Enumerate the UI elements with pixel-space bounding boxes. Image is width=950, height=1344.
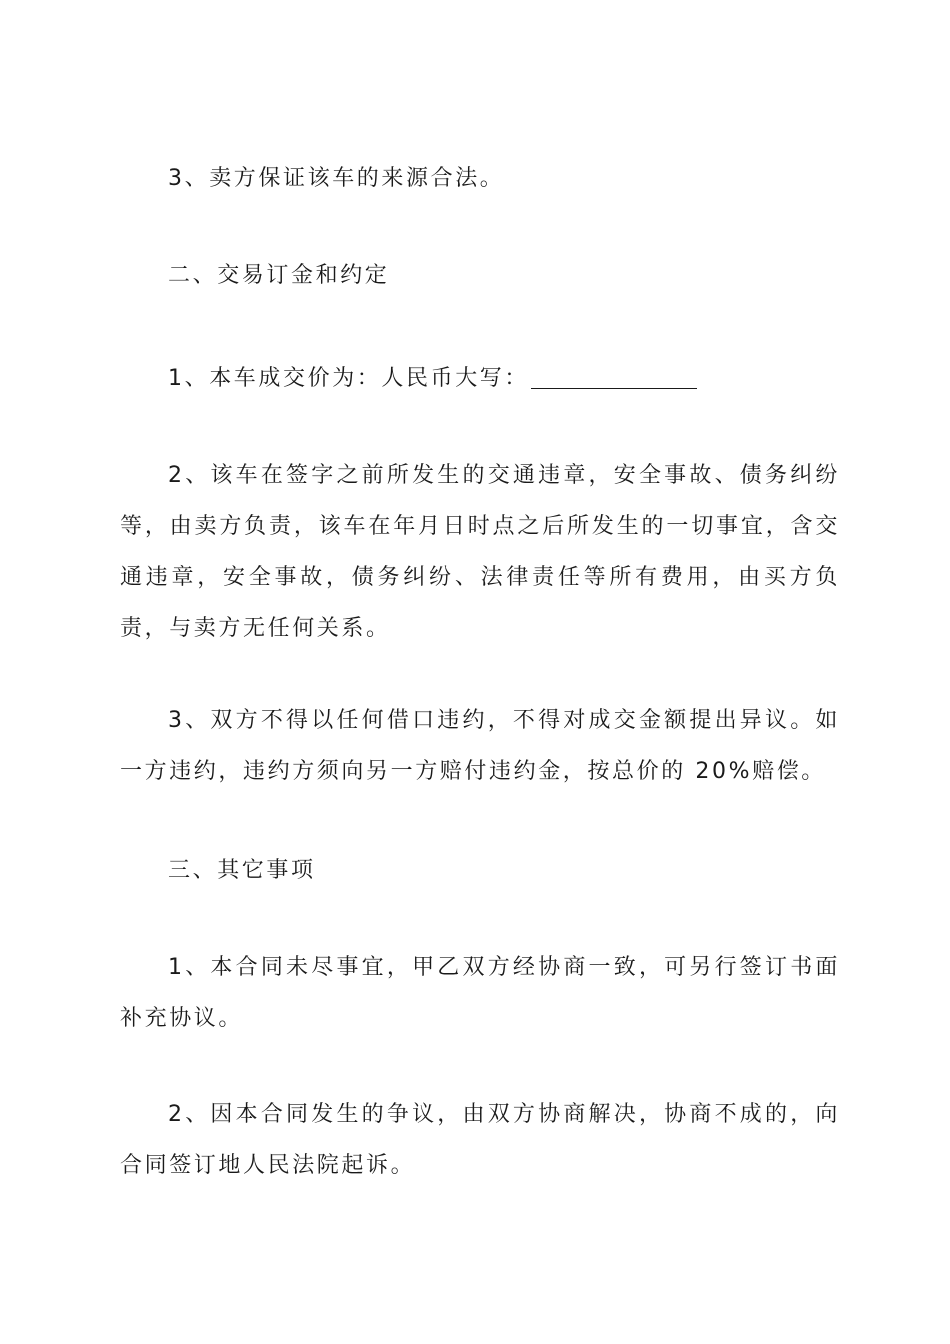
- section-heading-deposit: [120, 250, 840, 301]
- clause-text: 1、本车成交价为：人民币大写：: [168, 366, 529, 391]
- section-heading-other: [120, 845, 840, 896]
- clause-text: 3、双方不得以任何借口违约，不得对成交金额提出异议。如一方违约，违约方须向另一方赔付违约金，按总价的 20%赔偿。: [120, 708, 840, 784]
- clause-seller-guarantee-source: [120, 153, 840, 204]
- clause-breach: [120, 695, 840, 797]
- clause-dispute-resolution: [120, 1089, 840, 1191]
- clause-liability: [120, 450, 840, 654]
- heading-text: 二、交易订金和约定: [168, 263, 390, 288]
- clause-transaction-price: [120, 353, 840, 404]
- price-blank-line: [531, 366, 697, 389]
- clause-text: 3、卖方保证该车的来源合法。: [168, 166, 505, 191]
- clause-supplementary-agreement: [120, 942, 840, 1044]
- clause-text: 2、该车在签字之前所发生的交通违章，安全事故、债务纠纷等，由卖方负责，该车在年月日时点之后所发生的一切事宜，含交通违章，安全事故，债务纠纷、法律责任等所有费用，由买方负责，与卖方无任何关系。: [120, 463, 840, 641]
- clause-text: 1、本合同未尽事宜，甲乙双方经协商一致，可另行签订书面补充协议。: [120, 955, 840, 1031]
- clause-text: 2、因本合同发生的争议，由双方协商解决，协商不成的，向合同签订地人民法院起诉。: [120, 1102, 840, 1178]
- heading-text: 三、其它事项: [168, 858, 316, 883]
